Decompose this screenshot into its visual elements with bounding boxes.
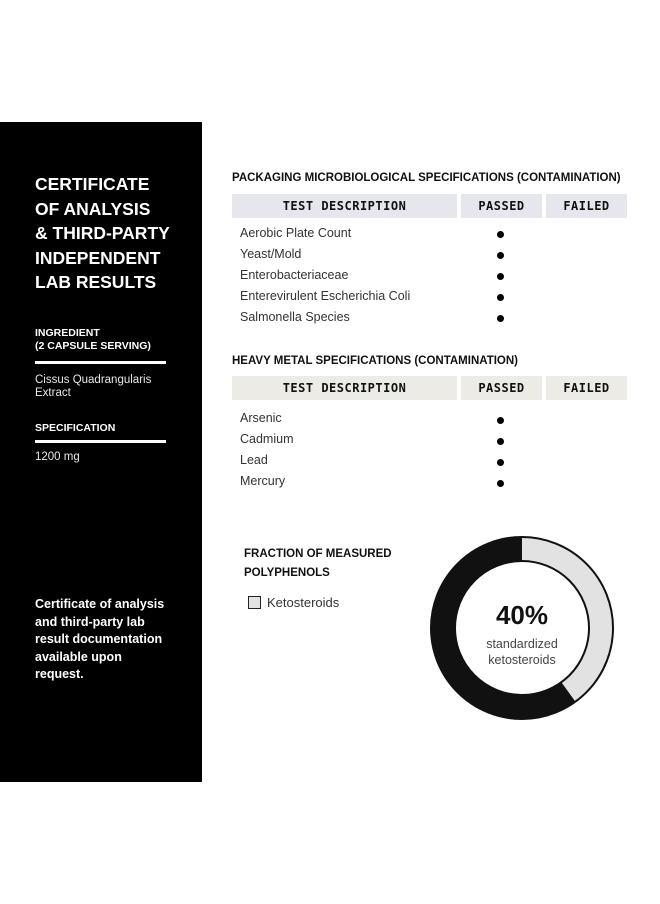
donut-percent: 40% (495, 600, 549, 630)
ingredient-value-line: Extract (35, 386, 71, 399)
metal-header-failed: FAILED (546, 376, 627, 400)
legend-swatch (248, 596, 261, 609)
passed-dot (497, 438, 504, 445)
note-line: result documentation (35, 632, 163, 646)
passed-dot (497, 480, 504, 487)
specification-label: SPECIFICATION (35, 422, 116, 434)
micro-row-label: Salmonella Species (240, 310, 350, 324)
fraction-title-line: POLYPHENOLS (244, 567, 330, 579)
ingredient-label-line: INGREDIENT (35, 327, 100, 339)
micro-row-label: Enterevirulent Escherichia Coli (240, 289, 411, 303)
micro-header-failed: FAILED (546, 194, 627, 218)
metal-row-label: Arsenic (240, 411, 282, 425)
note-line: available upon (35, 649, 122, 664)
passed-dot (497, 294, 504, 301)
passed-dot (497, 231, 504, 238)
micro-header-passed: PASSED (461, 194, 542, 218)
fraction-title (244, 545, 392, 583)
passed-dot (497, 315, 504, 322)
title-line: LAB RESULTS (35, 272, 157, 292)
specification-divider (35, 440, 166, 443)
ingredient-label (35, 327, 151, 353)
title-line: OF ANALYSIS (35, 198, 151, 219)
legend (248, 595, 339, 610)
main-content (202, 122, 660, 782)
metal-section-title: HEAVY METAL SPECIFICATIONS (CONTAMINATION) (232, 355, 519, 367)
ingredient-divider (35, 361, 166, 364)
donut-caption-line: standardized (486, 637, 558, 651)
fraction-title-line: FRACTION OF MEASURED (244, 548, 392, 560)
metal-row-label: Mercury (240, 474, 286, 488)
note-line: request. (35, 667, 84, 681)
title-line: INDEPENDENT (35, 247, 161, 268)
note-line: Certificate of analysis (35, 597, 165, 611)
title-line: & THIRD-PARTY (35, 223, 170, 243)
micro-section-title: PACKAGING MICROBIOLOGICAL SPECIFICATIONS (CONTAMINATION) (232, 172, 621, 184)
donut-caption-line: ketosteroids (488, 653, 556, 667)
legend-label: Ketosteroids (267, 595, 340, 610)
sidebar (0, 122, 202, 782)
metal-header-description: TEST DESCRIPTION (232, 376, 457, 400)
micro-row-label: Yeast/Mold (240, 247, 302, 261)
ingredient-value (35, 374, 185, 399)
micro-row-label: Aerobic Plate Count (240, 226, 352, 240)
passed-dot (497, 252, 504, 259)
sidebar-title (35, 172, 195, 295)
title-line: CERTIFICATE (35, 174, 150, 194)
metal-header-passed: PASSED (461, 376, 542, 400)
donut-caption (430, 636, 614, 668)
micro-row-label: Enterobacteriaceae (240, 268, 349, 282)
micro-header-description: TEST DESCRIPTION (232, 194, 457, 218)
passed-dot (497, 273, 504, 280)
passed-dot (497, 417, 504, 424)
metal-row-label: Lead (240, 453, 268, 467)
ingredient-value-line: Cissus Quadrangularis (35, 374, 152, 386)
availability-note (35, 596, 185, 684)
metal-row-label: Cadmium (240, 432, 294, 446)
ingredient-label-line: (2 CAPSULE SERVING) (35, 340, 151, 352)
passed-dot (497, 459, 504, 466)
note-line: and third-party lab (35, 614, 145, 629)
specification-value: 1200 mg (35, 451, 80, 463)
